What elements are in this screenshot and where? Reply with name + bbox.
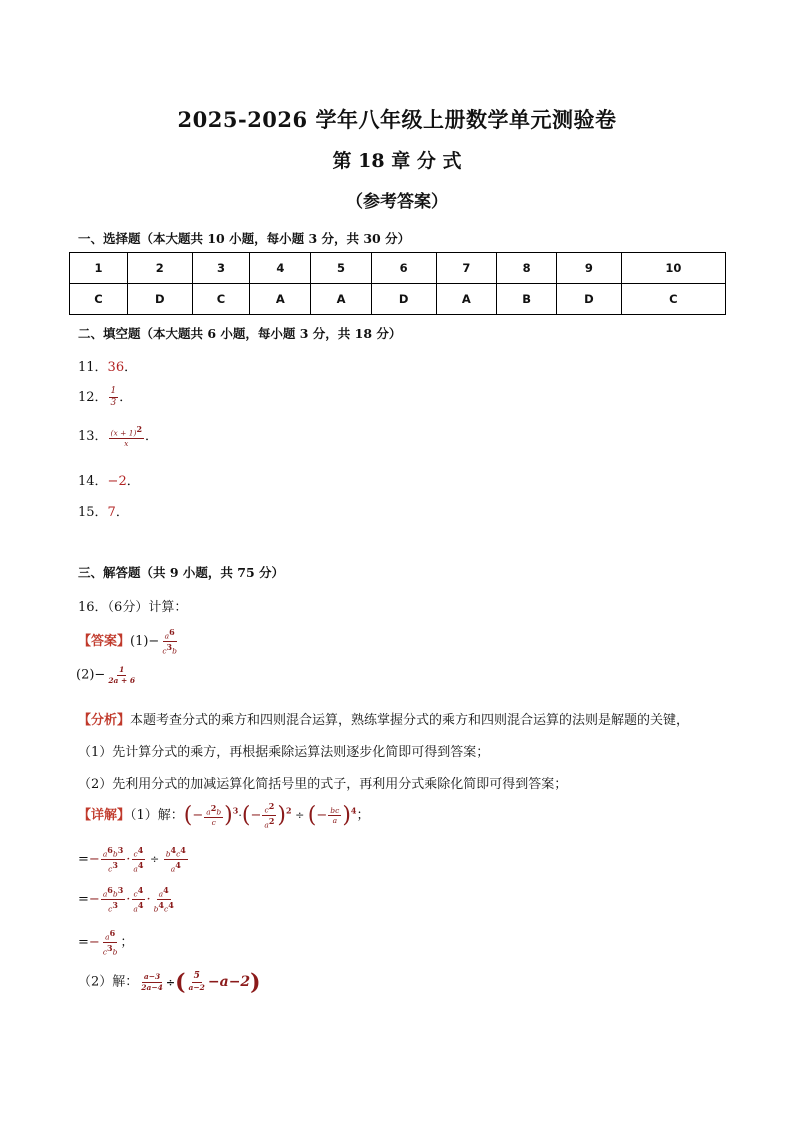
q16-analysis (78, 709, 738, 728)
question-number: 14． (78, 474, 108, 489)
table-cell: 6 (371, 253, 436, 284)
answer-prefix: (1)− (130, 634, 160, 649)
fraction (109, 425, 144, 448)
equals: = (78, 935, 89, 950)
divide-sign: ÷ (165, 975, 176, 989)
denominator: 3 (110, 398, 117, 408)
table-cell: D (371, 284, 436, 315)
table-cell: 8 (497, 253, 557, 284)
q16-detail-2 (78, 969, 261, 995)
question-number: 12． (78, 390, 108, 405)
table-row-answers (70, 284, 726, 315)
equals: = (78, 892, 89, 907)
question-16-stem: 16．（6分）计算： (78, 600, 188, 615)
equals: = (78, 852, 89, 867)
table-cell: 5 (311, 253, 372, 284)
table-cell: A (311, 284, 372, 315)
section-3-heading: 三、解答题（共 9 小题，共 75 分） (78, 565, 285, 580)
fraction (160, 628, 179, 655)
section-2-heading: 二、填空题（本大题共 6 小题，每小题 3 分，共 18 分） (78, 326, 402, 341)
q16-analysis-step-2: （2）先利用分式的加减运算化简括号里的式子，再利用分式乘除化简即可得到答案； (78, 777, 568, 792)
detail-tag: 【详解】 (78, 808, 131, 823)
fill-answer-11 (78, 356, 137, 375)
numerator: 5 (193, 971, 200, 982)
fill-answer-13 (78, 425, 158, 448)
table-cell: 1 (70, 253, 128, 284)
fraction (109, 387, 119, 408)
q16-step-2 (78, 886, 177, 913)
table-cell: A (250, 284, 311, 315)
document-title: 2025-2026 学年八年级上册数学单元测验卷 (177, 107, 617, 132)
fill-answer-15 (78, 501, 129, 520)
exponent: 2 (136, 424, 143, 435)
question-number: 15． (78, 505, 108, 520)
denominator: 2a−4 (141, 982, 163, 992)
math-expression: (− $\frac{a2b}{c}$ )$^3$·(− $\frac{c2}{a2}$ )$^2$ ÷ (− $\frac{bc}{a}$ )$^4$ (183, 801, 357, 830)
period: ． (115, 505, 129, 520)
denominator-tail: b (172, 646, 177, 656)
question-number: 11． (78, 360, 108, 375)
q16-answer-2 (76, 666, 138, 684)
table-cell: B (497, 284, 557, 315)
math-expression: − $\frac{a6b3}{c3}$ · $\frac{c4}{a4}$ · $\frac{a4}{b4c4}$ (88, 885, 174, 914)
math-expression: − $\frac{a6b3}{c3}$ · $\frac{c4}{a4}$ ÷ $\frac{b4c4}{a4}$ (88, 845, 186, 874)
q16-detail-1: 【详解】（1）解：(− $\frac{a2b}{c}$ )$^3$·(− $\frac{c2}{a2}$ )$^2$ ÷ (− $\frac{bc}{a}$ )$^4$； (78, 801, 370, 830)
numerator: 1 (110, 386, 117, 396)
exponent: 3 (166, 642, 173, 652)
table-cell: A (436, 284, 497, 315)
table-cell: 4 (250, 253, 311, 284)
denominator: c (162, 646, 167, 656)
detail-prefix: （1）解： (130, 808, 184, 823)
q16-analysis-step-1: （1）先计算分式的乘方，再根据乘除运算法则逐步化简即可得到答案； (78, 745, 490, 760)
table-cell: C (192, 284, 250, 315)
table-cell: 3 (192, 253, 250, 284)
table-cell: C (70, 284, 128, 315)
table-cell: D (127, 284, 192, 315)
question-number: 13． (78, 429, 108, 444)
period: ． (126, 474, 140, 489)
fill-answer-14 (78, 470, 140, 489)
denominator: x (124, 439, 129, 449)
table-cell: 10 (621, 253, 725, 284)
denominator: 2a + 6 (108, 675, 136, 685)
table-cell: D (557, 284, 622, 315)
period: ． (119, 390, 133, 405)
answer-value: −2 (107, 474, 127, 489)
numerator: a−3 (143, 972, 161, 981)
numerator: (x + 1) (110, 428, 137, 438)
answer-heading: （参考答案） (346, 192, 448, 212)
chapter-title: 第 18 章 分 式 (332, 150, 462, 172)
period: ． (145, 429, 159, 444)
table-row-numbers (70, 253, 726, 284)
table-cell: 2 (127, 253, 192, 284)
multiple-choice-answer-table (69, 252, 726, 315)
analysis-tag: 【分析】 (78, 713, 131, 728)
fill-answer-12 (78, 386, 132, 408)
denominator: a−2 (188, 983, 205, 993)
exponent: 6 (169, 627, 175, 637)
math-expression: $\frac{a-3}{2a-4}$ ÷( $\frac{5}{a-2}$ −a−2) (141, 969, 261, 995)
q16-answer-1 (78, 628, 180, 655)
numerator: a (164, 631, 170, 641)
period: ． (124, 360, 138, 375)
expression-tail: −a−2 (207, 973, 251, 990)
section-1-heading: 一、选择题（本大题共 10 小题，每小题 3 分，共 30 分） (78, 231, 411, 246)
fraction (106, 666, 137, 684)
q16-step-1 (78, 846, 189, 873)
math-expression: − $\frac{a6}{c3b}$ (88, 928, 118, 957)
table-cell: 7 (436, 253, 497, 284)
answer-prefix: (2)− (76, 667, 106, 683)
answer-tag: 【答案】 (78, 634, 131, 649)
numerator: 1 (119, 665, 125, 674)
semicolon: ； (120, 935, 134, 950)
answer-value: 36 (107, 360, 125, 375)
q16-step-3 (78, 929, 133, 956)
detail-prefix: （2）解： (78, 974, 139, 990)
table-cell: C (621, 284, 725, 315)
analysis-text: 本题考查分式的乘方和四则混合运算，熟练掌握分式的乘方和四则混合运算的法则是解题的关键， (130, 713, 690, 728)
answer-value: 7 (107, 505, 116, 520)
table-cell: 9 (557, 253, 622, 284)
